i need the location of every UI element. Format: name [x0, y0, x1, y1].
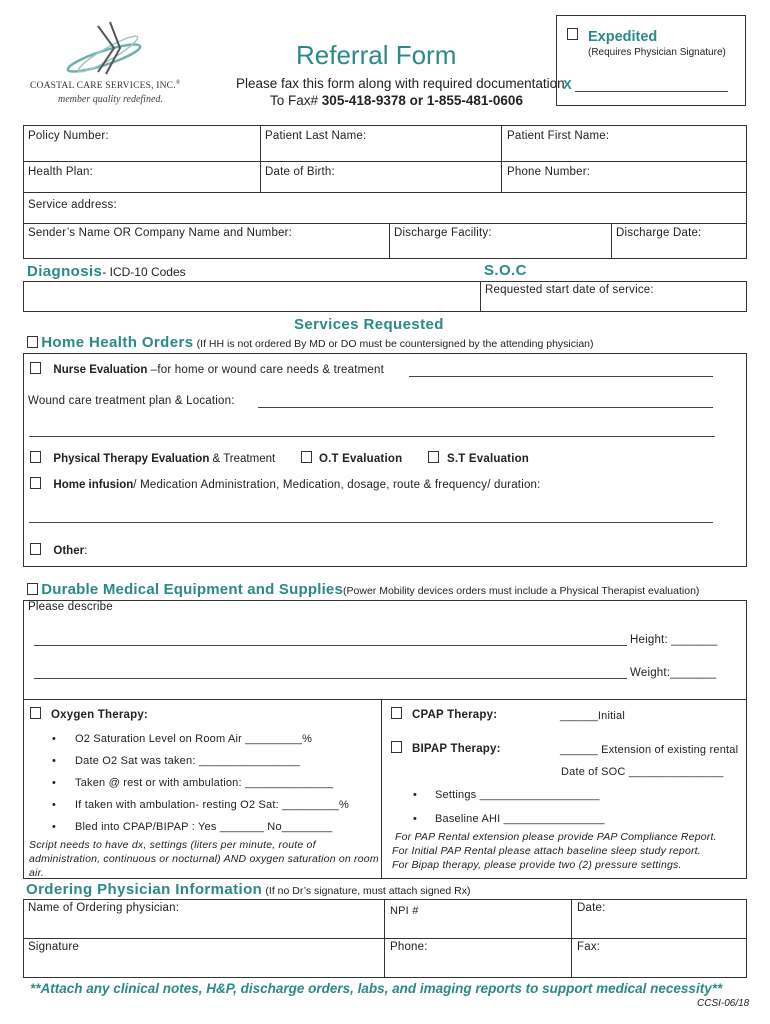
- form-title: Referral Form: [296, 40, 457, 70]
- nurse-evaluation-checkbox[interactable]: [30, 362, 41, 374]
- physician-fax-field[interactable]: Fax:: [577, 941, 601, 953]
- home-health-title: Home Health Orders: [41, 334, 194, 351]
- other-colon: :: [84, 545, 88, 557]
- o2-rest-ambulation-field[interactable]: Taken @ rest or with ambulation: ______________: [75, 777, 334, 789]
- dme-box: [23, 600, 747, 700]
- nurse-evaluation-label: Nurse Evaluation: [53, 364, 148, 376]
- bullet-icon: •: [52, 733, 56, 745]
- company-logo: [28, 18, 181, 110]
- health-plan-field[interactable]: Health Plan:: [28, 166, 94, 178]
- o2-date-taken-field[interactable]: Date O2 Sat was taken: ________________: [75, 755, 300, 767]
- service-address-field[interactable]: Service address:: [28, 199, 117, 211]
- dme-describe-label: Please describe: [28, 601, 113, 613]
- expedited-label: Expedited: [588, 29, 658, 45]
- cpap-therapy-checkbox[interactable]: [391, 707, 402, 719]
- physician-note: (If no Dr’s signature, must attach signed Rx): [265, 885, 471, 897]
- other-checkbox[interactable]: [30, 543, 41, 555]
- expedited-checkbox[interactable]: [567, 28, 578, 40]
- nurse-evaluation-line[interactable]: [409, 376, 713, 377]
- settings-field[interactable]: Settings ___________________: [435, 789, 600, 801]
- pap-sleep-study-note: For Initial PAP Rental please attach baseline sleep study report.: [392, 845, 701, 857]
- patient-info-table: [23, 125, 747, 224]
- services-requested-heading: Services Requested: [294, 316, 444, 333]
- phone-number-field[interactable]: Phone Number:: [507, 166, 591, 178]
- o2-bled-into-cpap-field[interactable]: Bled into CPAP/BIPAP : Yes _______ No________: [75, 821, 333, 833]
- dme-describe-line-1[interactable]: [34, 645, 627, 646]
- logo-company-name: COASTAL CARE SERVICES, INC.: [30, 81, 176, 92]
- home-health-heading: [27, 334, 594, 351]
- discharge-facility-field[interactable]: Discharge Facility:: [394, 227, 492, 239]
- pt-evaluation-checkbox[interactable]: [30, 451, 41, 463]
- st-evaluation-checkbox[interactable]: [428, 451, 439, 463]
- physician-title: Ordering Physician Information: [26, 881, 263, 898]
- oxygen-script-note: Script needs to have dx, settings (liters per minute, route of administration, continuous or nocturnal) AND oxygen saturation on room air.: [29, 839, 379, 879]
- requested-start-date-field[interactable]: Requested start date of service:: [485, 284, 654, 296]
- ot-evaluation-checkbox[interactable]: [301, 451, 312, 463]
- fax-line: [270, 93, 523, 108]
- wound-care-line[interactable]: [258, 407, 713, 408]
- physician-date-field[interactable]: Date:: [577, 902, 606, 914]
- signature-field[interactable]: Signature: [28, 941, 80, 953]
- dme-checkbox[interactable]: [27, 583, 38, 595]
- oxygen-therapy-checkbox[interactable]: [30, 707, 41, 719]
- diagnosis-codes-field[interactable]: [24, 282, 479, 311]
- physician-phone-field[interactable]: Phone:: [390, 941, 428, 953]
- logo-swirl-icon: [28, 18, 178, 80]
- home-infusion-text: / Medication Administration, Medication, dosage, route & frequency/ duration:: [133, 479, 541, 491]
- sender-field[interactable]: Sender’s Name OR Company Name and Number:: [28, 227, 293, 239]
- baseline-ahi-field[interactable]: Baseline AHI ________________: [435, 813, 605, 825]
- bipap-pressure-note: For Bipap therapy, please provide two (2) pressure settings.: [392, 859, 682, 871]
- weight-field[interactable]: Weight:_______: [630, 667, 717, 679]
- nurse-evaluation-text: –for home or wound care needs & treatment: [147, 364, 384, 376]
- fax-prefix: To Fax#: [270, 93, 319, 108]
- dme-heading: [27, 581, 699, 598]
- nurse-evaluation-row: [30, 362, 384, 376]
- ot-evaluation-label: O.T Evaluation: [319, 453, 403, 465]
- wound-care-line-2[interactable]: [29, 436, 715, 437]
- oxygen-therapy-title: Oxygen Therapy:: [51, 709, 148, 721]
- expedited-signature-line[interactable]: [575, 91, 728, 92]
- fax-instruction: Please fax this form along with required documentation: [236, 76, 565, 91]
- extension-rental-field[interactable]: ______ Extension of existing rental: [560, 744, 739, 756]
- dme-describe-line-2[interactable]: [34, 678, 627, 679]
- home-infusion-label: Home infusion: [53, 479, 134, 491]
- other-label: Other: [53, 545, 85, 557]
- o2-resting-sat-field[interactable]: If taken with ambulation- resting O2 Sat: _________%: [75, 799, 349, 811]
- cpap-initial-field[interactable]: ______Initial: [560, 710, 625, 722]
- height-field[interactable]: Height: _______: [630, 634, 718, 646]
- bipap-therapy-title: BIPAP Therapy:: [412, 743, 501, 755]
- date-of-birth-field[interactable]: Date of Birth:: [265, 166, 335, 178]
- attach-notice: **Attach any clinical notes, H&P, discharge orders, labs, and imaging reports to support medical necessity**: [30, 981, 723, 996]
- bullet-icon: •: [52, 799, 56, 811]
- home-infusion-checkbox[interactable]: [30, 477, 41, 489]
- logo-registered-mark: ®: [175, 80, 181, 86]
- pt-evaluation-label: Physical Therapy Evaluation: [53, 453, 210, 465]
- cpap-therapy-title: CPAP Therapy:: [412, 709, 498, 721]
- home-infusion-line[interactable]: [29, 522, 713, 523]
- expedited-note: (Requires Physician Signature): [588, 47, 726, 58]
- expedited-signature-mark: X: [563, 77, 572, 92]
- patient-first-name-field[interactable]: Patient First Name:: [507, 130, 610, 142]
- diagnosis-sub: - ICD-10 Codes: [102, 265, 186, 279]
- fax-numbers: 305-418-9378 or 1-855-481-0606: [321, 93, 523, 108]
- diagnosis-title: Diagnosis: [27, 263, 103, 280]
- date-of-soc-field[interactable]: Date of SOC _______________: [561, 766, 724, 778]
- bullet-icon: •: [413, 789, 417, 801]
- bullet-icon: •: [413, 813, 417, 825]
- bullet-icon: •: [52, 777, 56, 789]
- npi-field[interactable]: NPI #: [390, 905, 419, 917]
- home-health-checkbox[interactable]: [27, 336, 38, 348]
- form-code: CCSI-06/18: [697, 998, 750, 1009]
- pt-evaluation-text: & Treatment: [209, 453, 276, 465]
- policy-number-field[interactable]: Policy Number:: [28, 130, 109, 142]
- st-evaluation-label: S.T Evaluation: [447, 453, 530, 465]
- bullet-icon: •: [52, 755, 56, 767]
- bullet-icon: •: [52, 821, 56, 833]
- physician-heading: [26, 881, 470, 898]
- home-infusion-row: [30, 477, 541, 491]
- expedited-box: [556, 15, 746, 106]
- discharge-date-field[interactable]: Discharge Date:: [616, 227, 702, 239]
- pap-compliance-note: For PAP Rental extension please provide PAP Compliance Report.: [395, 831, 717, 843]
- diagnosis-heading: [27, 263, 186, 280]
- patient-last-name-field[interactable]: Patient Last Name:: [265, 130, 367, 142]
- dme-title: Durable Medical Equipment and Supplies: [41, 581, 344, 598]
- soc-title: S.O.C: [484, 262, 527, 279]
- home-health-note: (If HH is not ordered By MD or DO must be countersigned by the attending physician): [196, 338, 594, 350]
- o2-saturation-field[interactable]: O2 Saturation Level on Room Air _________%: [75, 733, 313, 745]
- bipap-therapy-checkbox[interactable]: [391, 741, 402, 753]
- logo-tagline: member quality redefined.: [58, 94, 163, 105]
- ordering-physician-name-field[interactable]: Name of Ordering physician:: [28, 902, 180, 914]
- other-row: [30, 543, 87, 557]
- dme-note: (Power Mobility devices orders must include a Physical Therapist evaluation): [343, 585, 700, 597]
- wound-care-label: Wound care treatment plan & Location:: [28, 395, 235, 407]
